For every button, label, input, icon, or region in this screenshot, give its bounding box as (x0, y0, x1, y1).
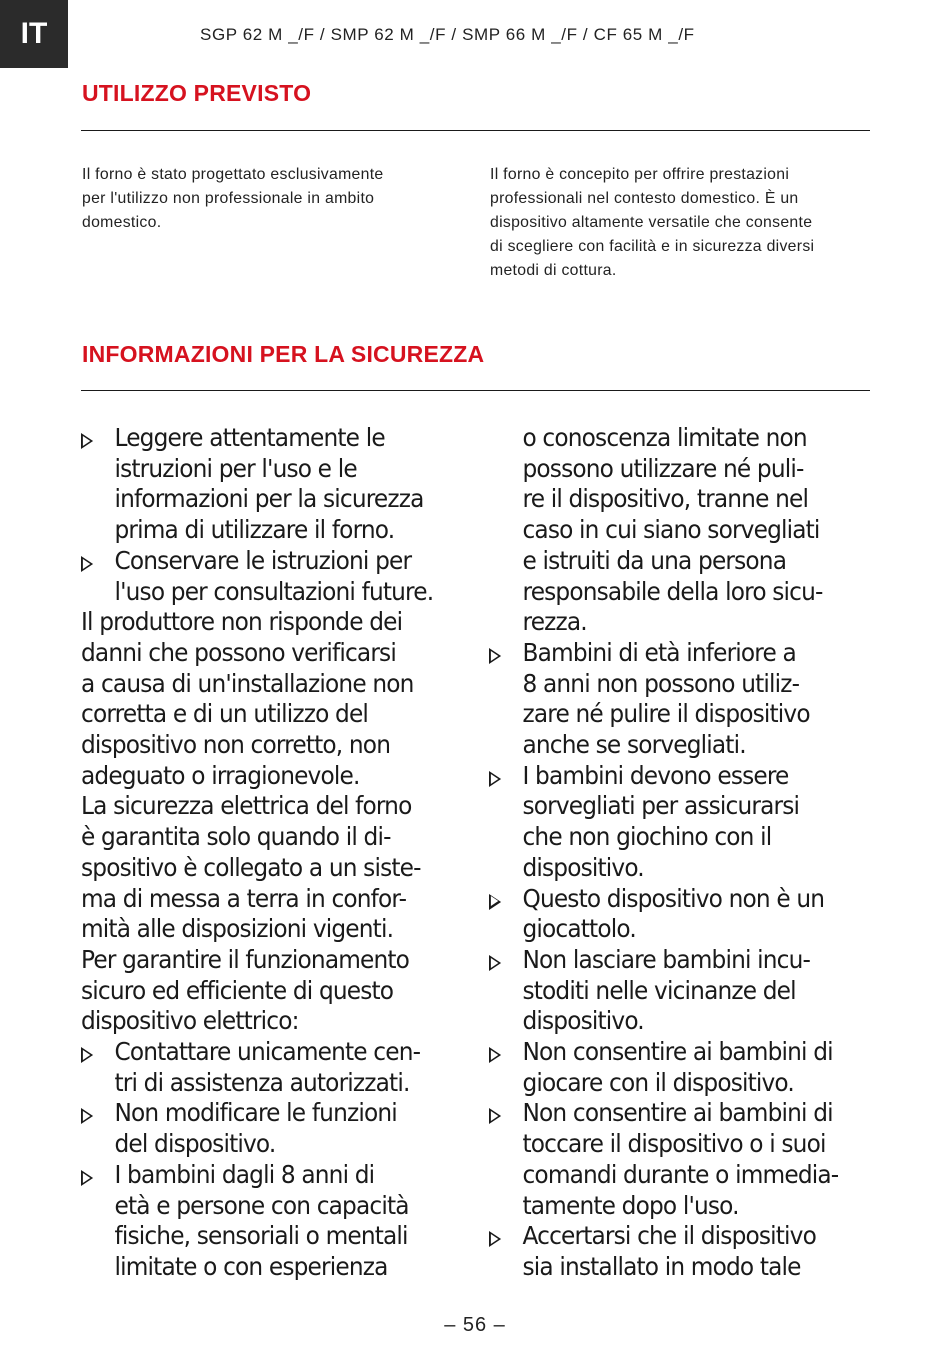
text-line: I bambini dagli 8 anni di (114, 1159, 375, 1189)
safety-bullet (489, 638, 880, 761)
text-line: Leggere attentamente le (114, 423, 385, 452)
triangle-bullet-icon (489, 1231, 501, 1247)
text-line: Non consentire ai bambini di (522, 1098, 833, 1128)
text-line: domestico. (82, 214, 162, 231)
text-line: tamente dopo l'uso. (522, 1190, 739, 1220)
safety-paragraph (81, 607, 472, 791)
text-line: Non modificare le funzioni (114, 1098, 397, 1128)
section-divider (81, 390, 870, 391)
text-line: comandi durante o immedia- (522, 1159, 839, 1189)
text-line: possono utilizzare né puli- (522, 453, 804, 483)
text-line: La sicurezza elettrica del forno (81, 791, 412, 821)
triangle-bullet-icon (489, 955, 501, 971)
text-line: sia installato in modo tale (522, 1251, 801, 1281)
triangle-bullet-icon (81, 1170, 93, 1186)
text-line: che non giochino con il (522, 822, 772, 852)
text-line: corretta e di un utilizzo del (81, 699, 369, 729)
text-line: professionali nel contesto domestico. È un (490, 190, 799, 207)
text-line: informazioni per la sicurezza (114, 484, 424, 514)
text-line: rezza. (522, 607, 587, 637)
text-line: o conoscenza limitate non (522, 423, 807, 452)
text-line: del dispositivo. (114, 1129, 276, 1159)
text-line: è garantita solo quando il di- (81, 822, 391, 852)
text-line: Non lasciare bambini incu- (522, 944, 811, 974)
text-line: dispositivo elettrico: (81, 1006, 299, 1036)
triangle-bullet-icon (81, 1108, 93, 1124)
text-line: dispositivo. (522, 1006, 644, 1036)
triangle-bullet-icon (489, 894, 501, 910)
text-line: Il produttore non risponde dei (81, 607, 403, 637)
text-line: sicuro ed efficiente di questo (81, 975, 394, 1005)
text-line: età e persone con capacità (114, 1190, 409, 1220)
text-line: dispositivo. (522, 852, 644, 882)
page-number: – 56 – (444, 1314, 506, 1336)
text-line: Per garantire il funzionamento (81, 944, 410, 974)
text-line: prima di utilizzare il forno. (114, 515, 395, 545)
text-line: Conservare le istruzioni per (114, 545, 412, 575)
text-line: adeguato o irragionevole. (81, 760, 360, 790)
safety-bullet (489, 1098, 880, 1221)
safety-right-column (489, 423, 880, 1283)
triangle-bullet-icon (489, 1108, 501, 1124)
text-line: responsabile della loro sicu- (522, 576, 823, 606)
text-line: giocare con il dispositivo. (522, 1067, 794, 1097)
triangle-bullet-icon (81, 556, 93, 572)
safety-bullet (489, 761, 880, 884)
text-line: limitate o con esperienza (114, 1251, 388, 1281)
section-title-intended-use: UTILIZZO PREVISTO (82, 80, 312, 106)
safety-bullet (489, 884, 880, 945)
text-line: Contattare unicamente cen- (114, 1037, 421, 1067)
text-line: Questo dispositivo non è un (522, 883, 825, 913)
language-code: IT (20, 17, 48, 50)
text-line: spositivo è collegato a un siste- (81, 852, 421, 882)
safety-paragraph (81, 791, 472, 945)
safety-bullet (489, 1037, 880, 1098)
triangle-bullet-icon (489, 648, 501, 664)
triangle-bullet-icon (81, 433, 93, 449)
text-line: sorvegliati per assicurarsi (522, 791, 800, 821)
text-line: caso in cui siano sorvegliati (522, 515, 820, 545)
text-line: Accertarsi che il dispositivo (522, 1221, 816, 1251)
safety-bullet (81, 423, 472, 546)
text-line: istruzioni per l'uso e le (114, 453, 357, 483)
text-line: Non consentire ai bambini di (522, 1037, 833, 1067)
text-line: tri di assistenza autorizzati. (114, 1067, 410, 1097)
text-line: mità alle disposizioni vigenti. (81, 914, 394, 944)
section-title-safety: INFORMAZIONI PER LA SICUREZZA (82, 341, 485, 367)
triangle-bullet-icon (81, 1047, 93, 1063)
text-line: dispositivo non corretto, non (81, 730, 391, 760)
text-line: Il forno è concepito per offrire prestazioni (490, 166, 790, 183)
safety-left-column (81, 423, 472, 1283)
safety-bullet (81, 546, 472, 607)
text-line: Bambini di età inferiore a (522, 637, 796, 667)
safety-bullet (81, 1160, 472, 1283)
text-line: fisiche, sensoriali o mentali (114, 1221, 408, 1251)
text-line: anche se sorvegliati. (522, 730, 746, 760)
safety-bullet (81, 1098, 472, 1159)
section-divider (81, 130, 870, 131)
text-line: 8 anni non possono utiliz- (522, 668, 800, 698)
text-line: Il forno è stato progettato esclusivamente (82, 166, 384, 183)
intended-use-right (490, 163, 870, 283)
triangle-bullet-icon (489, 771, 501, 787)
text-line: e istruiti da una persona (522, 545, 787, 575)
text-line: l'uso per consultazioni future. (114, 576, 434, 606)
text-line: per l'utilizzo non professionale in ambito (82, 190, 375, 207)
model-list: SGP 62 M _/F / SMP 62 M _/F / SMP 66 M _/F / CF 65 M _/F (200, 25, 695, 44)
safety-bullet (81, 1037, 472, 1098)
text-line: ma di messa a terra in confor- (81, 883, 407, 913)
text-line: di scegliere con facilità e in sicurezza diversi (490, 238, 815, 255)
safety-bullet (489, 1221, 880, 1282)
language-tab (0, 0, 68, 68)
triangle-bullet-icon (489, 1047, 501, 1063)
text-line: metodi di cottura. (490, 262, 617, 279)
text-line: giocattolo. (522, 914, 636, 944)
text-line: toccare il dispositivo o i suoi (522, 1129, 826, 1159)
text-line: re il dispositivo, tranne nel (522, 484, 809, 514)
text-line: zare né pulire il dispositivo (522, 699, 810, 729)
safety-bullet (489, 945, 880, 1037)
text-line: danni che possono verificarsi (81, 637, 396, 667)
safety-paragraph (81, 945, 472, 1037)
text-line: a causa di un'installazione non (81, 668, 414, 698)
safety-bullet-continued (489, 423, 880, 638)
text-line: stoditi nelle vicinanze del (522, 975, 796, 1005)
text-line: I bambini devono essere (522, 760, 789, 790)
text-line: dispositivo altamente versatile che consente (490, 214, 813, 231)
intended-use-left (82, 163, 462, 235)
